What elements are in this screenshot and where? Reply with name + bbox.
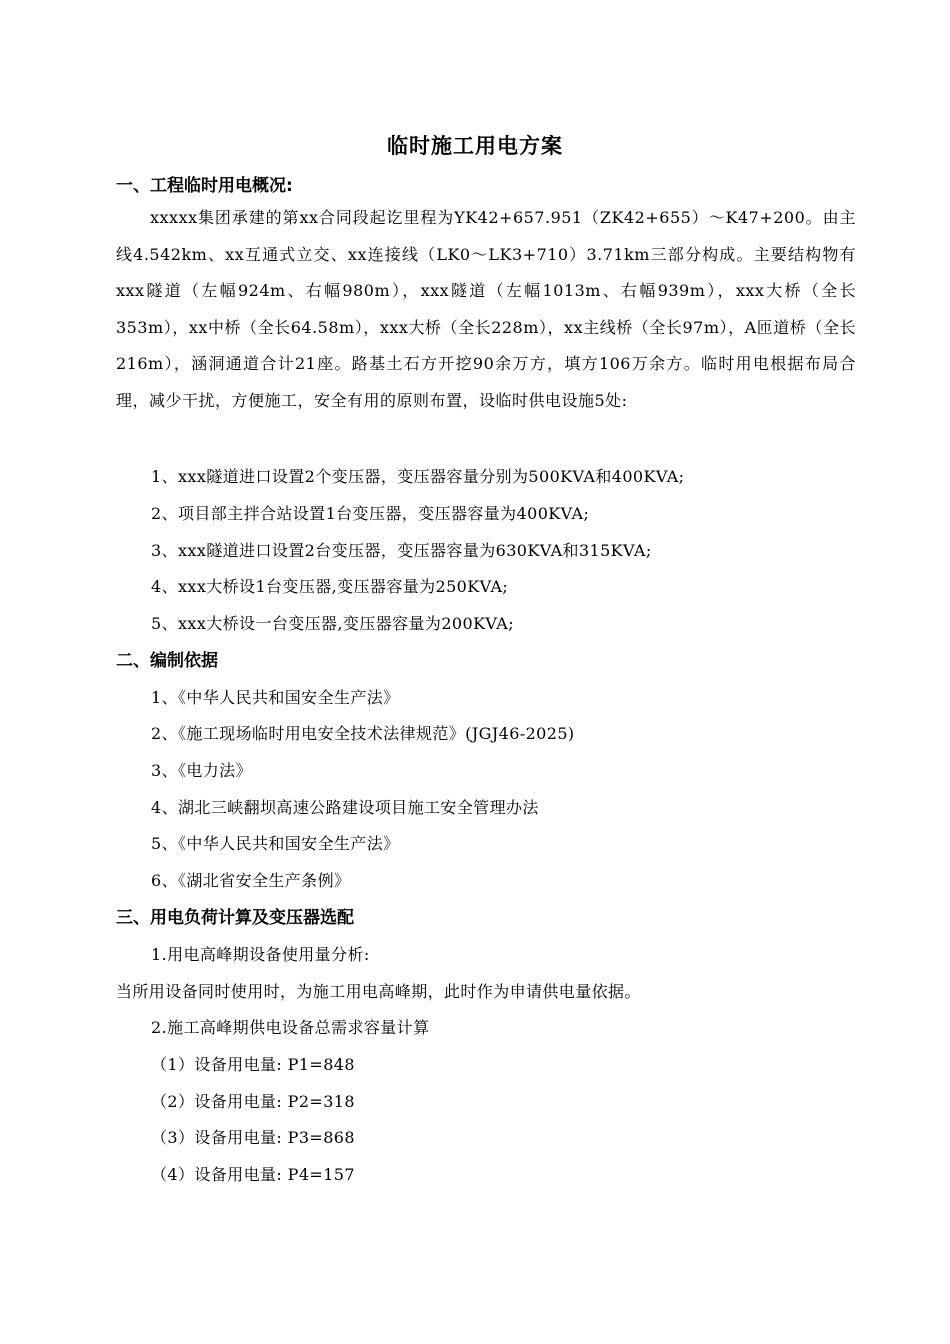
list-item: 5、xxx大桥设一台变压器,变压器容量为200KVA; <box>151 614 515 633</box>
text-line: （2）设备用电量: P2=318 <box>151 1092 355 1111</box>
text-line: 2.施工高峰期供电设备总需求容量计算 <box>151 1018 430 1037</box>
text-line: （1）设备用电量: P1=848 <box>151 1055 355 1074</box>
list-item: 2、《施工现场临时用电安全技术法律规范》(JGJ46-2025) <box>151 724 575 743</box>
section-heading-load-calculation: 三、用电负荷计算及变压器选配 <box>116 908 354 928</box>
list-item: 1、《中华人民共和国安全生产法》 <box>151 688 400 707</box>
overview-paragraph: xxxxx集团承建的第xx合同段起讫里程为YK42+657.951（ZK42+655）～K47+200。由主线4.542km、xx互通式立交、xx连接线（LK0～LK3+710）3.71km三部分构成。主要结构物有xxx隧道（左幅924m、右幅980m），xxx隧道（左幅1013m、右幅939m），xxx大桥（全长353m），xx中桥（全长64.58m），xxx大桥（全长228m），xx主线桥（全长97m），A匝道桥（全长216m），涵洞通道合计21座。路基土石方开挖90余万方，填方106万余方。临时用电根据布局合理，减少干扰，方便施工，安全有用的原则布置，设临时供电设施5处: <box>116 208 856 410</box>
section-heading-basis: 二、编制依据 <box>116 651 218 671</box>
list-item: 3、xxx隧道进口设置2台变压器，变压器容量为630KVA和315KVA; <box>151 541 652 560</box>
list-item: 6、《湖北省安全生产条例》 <box>151 871 351 890</box>
list-item: 1、xxx隧道进口设置2个变压器，变压器容量分别为500KVA和400KVA; <box>151 467 685 486</box>
page-title: 临时施工用电方案 <box>387 134 563 158</box>
section-heading-overview: 一、工程临时用电概况: <box>116 176 293 196</box>
list-item: 3、《电力法》 <box>151 761 252 780</box>
text-line: （4）设备用电量: P4=157 <box>151 1165 355 1184</box>
list-item: 2、项目部主拌合站设置1台变压器，变压器容量为400KVA; <box>151 504 590 523</box>
text-line: 1.用电高峰期设备使用量分析: <box>151 945 370 964</box>
text-line: 当所用设备同时使用时，为施工用电高峰期，此时作为申请供电量依据。 <box>116 982 641 1001</box>
list-item: 4、xxx大桥设1台变压器,变压器容量为250KVA; <box>151 577 509 596</box>
list-item: 5、《中华人民共和国安全生产法》 <box>151 834 400 853</box>
list-item: 4、湖北三峡翻坝高速公路建设项目施工安全管理办法 <box>151 798 539 817</box>
text-line: （3）设备用电量: P3=868 <box>151 1128 355 1147</box>
